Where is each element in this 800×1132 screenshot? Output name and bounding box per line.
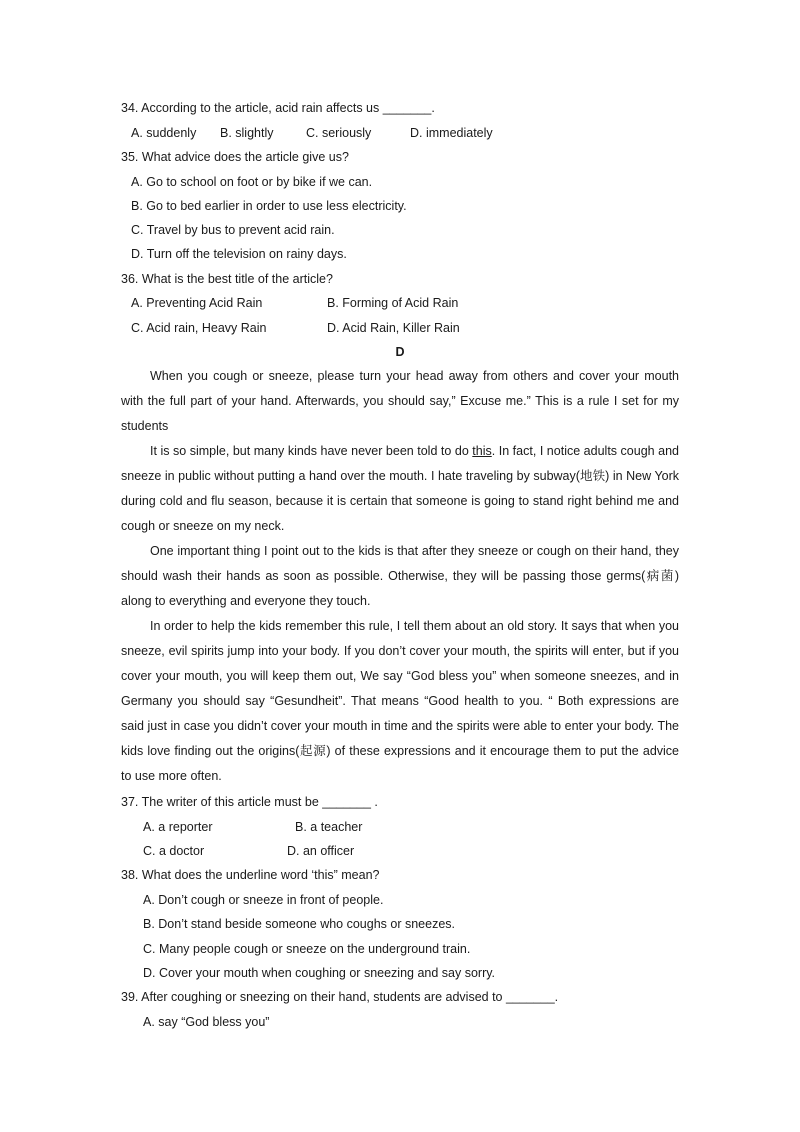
question-34-option-d: D. immediately — [410, 126, 493, 140]
question-37-stem: 37. The writer of this article must be _______ . — [121, 795, 378, 809]
underlined-word: this — [472, 444, 492, 458]
question-37-option-c: C. a doctor — [143, 844, 205, 858]
question-38-option-a: A. Don’t cough or sneeze in front of people. — [143, 893, 384, 907]
question-38-option-d: D. Cover your mouth when coughing or sneezing and say sorry. — [143, 966, 496, 980]
paragraph-2-text-after: . In fact, I notice adults cough and sneeze in public without putting a hand over the mouth. I hate traveling by subway(地铁) in New York during cold and flu season, because it is certain that someone is going to stand right behind me and cough or sneeze on my neck. — [121, 444, 679, 533]
question-36-option-d: D. Acid Rain, Killer Rain — [327, 321, 460, 335]
paragraph-1-text: When you cough or sneeze, please turn your head away from others and cover your mouth with the full part of your hand. Afterwards, you should say,” Excuse me.” This is a rule I set for my students — [121, 369, 679, 433]
question-37-option-b: B. a teacher — [295, 820, 363, 834]
question-38-stem: 38. What does the underline word ‘this” mean? — [121, 868, 380, 882]
question-39-stem: 39. After coughing or sneezing on their hand, students are advised to _______. — [121, 990, 559, 1004]
question-37-option-a: A. a reporter — [143, 820, 213, 834]
question-37-option-d: D. an officer — [287, 844, 355, 858]
question-35-option-a: A. Go to school on foot or by bike if we can. — [131, 175, 373, 189]
paragraph-3-text: One important thing I point out to the kids is that after they sneeze or cough on their hand, they should wash their hands as soon as possible. Otherwise, they will be passing those germs(病菌) along to everything and everyone they touch. — [121, 544, 679, 608]
question-34-option-c: C. seriously — [306, 126, 372, 140]
question-34-stem: 34. According to the article, acid rain affects us _______. — [121, 101, 435, 115]
question-35-stem: 35. What advice does the article give us? — [121, 150, 349, 164]
paragraph-4-text: In order to help the kids remember this rule, I tell them about an old story. It says that when you sneeze, evil spirits jump into your body. If you don’t cover your mouth, the spirits will enter, but if you cover your mouth, you will keep them out, We say “God bless you” when someone sneezes, and in Germany you should say “Gesundheit”. That means “Good health to you. “ Both expressions are said just in case you didn’t cover your mouth in time and the spirits were able to enter your body. The kids love finding out the origins(起源) of these expressions and it encourage them to put the advice to use more often. — [121, 619, 679, 783]
question-35-option-d: D. Turn off the television on rainy days. — [131, 247, 347, 261]
question-36-option-a: A. Preventing Acid Rain — [131, 296, 263, 310]
passage-paragraph-4 — [121, 614, 679, 789]
question-35-option-c: C. Travel by bus to prevent acid rain. — [131, 223, 335, 237]
question-34-option-b: B. slightly — [220, 126, 274, 140]
question-36-option-b: B. Forming of Acid Rain — [327, 296, 459, 310]
question-38-option-c: C. Many people cough or sneeze on the underground train. — [143, 942, 471, 956]
section-heading: D — [395, 345, 405, 359]
paragraph-2-text-before: It is so simple, but many kinds have never been told to do — [150, 444, 473, 458]
question-38-option-b: B. Don’t stand beside someone who coughs or sneezes. — [143, 917, 455, 931]
question-36-stem: 36. What is the best title of the article? — [121, 272, 333, 286]
question-34-option-a: A. suddenly — [131, 126, 197, 140]
passage-paragraph-3 — [121, 539, 679, 614]
question-39-option-a: A. say “God bless you” — [143, 1015, 270, 1029]
question-36-option-c: C. Acid rain, Heavy Rain — [131, 321, 267, 335]
passage-paragraph-2 — [121, 439, 679, 539]
question-35-option-b: B. Go to bed earlier in order to use less electricity. — [131, 199, 407, 213]
passage-paragraph-1 — [121, 364, 679, 439]
